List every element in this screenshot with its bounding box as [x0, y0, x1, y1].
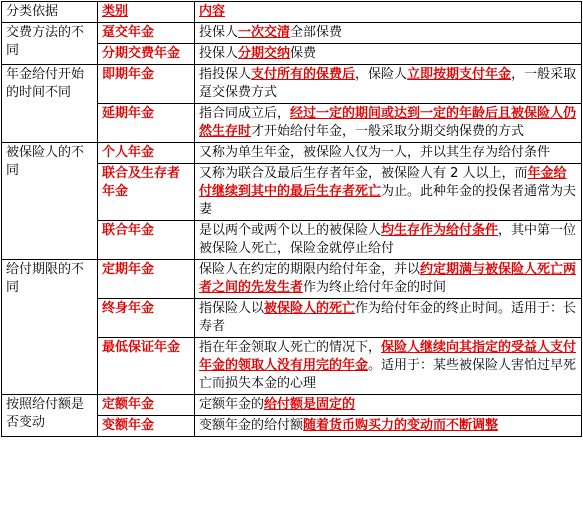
classification-basis: 给付期限的不同	[2, 260, 98, 395]
annuity-description	[195, 221, 582, 260]
annuity-description	[195, 104, 582, 143]
annuity-classification-table	[1, 1, 582, 437]
annuity-description	[195, 65, 582, 104]
table-body	[2, 2, 582, 437]
annuity-description	[195, 416, 582, 437]
description-text: ，保险人	[355, 67, 408, 82]
description-text: 指在年金领取人死亡的情况下，	[199, 340, 382, 355]
description-text: ，其中第一位被保险人死亡，保险金就停止给付	[199, 223, 577, 256]
description-text: 又称为联合及最后生存者年金，被保险人有 2 人以上，而	[199, 166, 528, 181]
highlighted-text: 均生存作为给付条件	[381, 223, 499, 238]
highlighted-text: 分期交纳	[238, 46, 291, 61]
description-text: 又称为单生年金，被保险人仅为一人，并以其生存为给付条件	[199, 145, 551, 160]
annuity-description	[195, 260, 582, 299]
highlighted-text: 保险人继续向其指定的受益人支付年金的领取人没有用完的年金	[199, 340, 577, 373]
description-text: 指保险人以	[199, 301, 265, 316]
highlighted-text: 立即按期支付年金	[407, 67, 512, 82]
description-text: 作为给付年金的终止时间。适用于：长寿者	[199, 301, 577, 334]
annuity-category: 终身年金	[98, 299, 195, 338]
description-text: 定额年金的	[199, 397, 265, 412]
header-category: 类别	[98, 2, 195, 23]
annuity-description	[195, 338, 582, 395]
highlighted-text: 一次交清	[238, 25, 291, 40]
highlighted-text: 随着货币购买力的变动而不断调整	[303, 418, 499, 433]
description-text: 指合同成立后，	[199, 106, 291, 121]
annuity-description	[195, 44, 582, 65]
annuity-category: 定额年金	[98, 395, 195, 416]
annuity-category: 趸交年金	[98, 23, 195, 44]
annuity-description	[195, 164, 582, 221]
description-text: 投保人	[199, 25, 239, 40]
highlighted-text: 经过一定的期间或达到一定的年龄后且被保险人仍然生存时	[199, 106, 577, 139]
description-text: 作为终止给付年金的时间	[303, 280, 447, 295]
annuity-description	[195, 143, 582, 164]
annuity-category: 联合及生存者年金	[98, 164, 195, 221]
highlighted-text: 年金给付继续到其中的最后生存者死亡	[199, 166, 567, 199]
highlighted-text: 被保险人的死亡	[264, 301, 356, 316]
description-text: 全部保费	[290, 25, 343, 40]
description-text: 保险人在约定的期限内给付年金，并以	[199, 262, 421, 277]
description-text: 才开始给付年金，一般采取分期交纳保费的方式	[251, 124, 525, 139]
annuity-category: 个人年金	[98, 143, 195, 164]
description-text: ，一般采取趸交保费方式	[199, 67, 577, 100]
highlighted-text: 约定期满与被保险人死亡两者之间的先发生者	[199, 262, 577, 295]
annuity-category: 联合年金	[98, 221, 195, 260]
annuity-category: 最低保证年金	[98, 338, 195, 395]
annuity-category: 变额年金	[98, 416, 195, 437]
classification-basis: 交费方法的不同	[2, 23, 98, 65]
highlighted-text: 支付所有的保费后	[251, 67, 356, 82]
table-row	[2, 395, 582, 416]
classification-basis: 被保险人的不同	[2, 143, 98, 260]
description-text: 是以两个或两个以上的被保险人	[199, 223, 382, 238]
table-row	[2, 65, 582, 104]
description-text: 投保人	[199, 46, 239, 61]
table-row	[2, 23, 582, 44]
table-row	[2, 143, 582, 164]
table-row	[2, 260, 582, 299]
annuity-description	[195, 299, 582, 338]
header-content: 内容	[195, 2, 582, 23]
annuity-category: 即期年金	[98, 65, 195, 104]
description-text: 。适用于：某些被保险人害怕过早死亡而损失本金的心理	[199, 358, 577, 391]
description-text: 指投保人	[199, 67, 252, 82]
classification-basis: 按照给付额是否变动	[2, 395, 98, 437]
classification-basis: 年金给付开始的时间不同	[2, 65, 98, 143]
description-text: 为止。此种年金的投保者通常为夫妻	[199, 184, 577, 217]
annuity-category: 定期年金	[98, 260, 195, 299]
description-text: 变额年金的给付额	[199, 418, 304, 433]
annuity-category: 延期年金	[98, 104, 195, 143]
annuity-description	[195, 395, 582, 416]
highlighted-text: 给付额是固定的	[264, 397, 356, 412]
annuity-description	[195, 23, 582, 44]
header-row	[2, 2, 582, 23]
header-basis: 分类依据	[2, 2, 98, 23]
description-text: 保费	[290, 46, 317, 61]
annuity-category: 分期交费年金	[98, 44, 195, 65]
